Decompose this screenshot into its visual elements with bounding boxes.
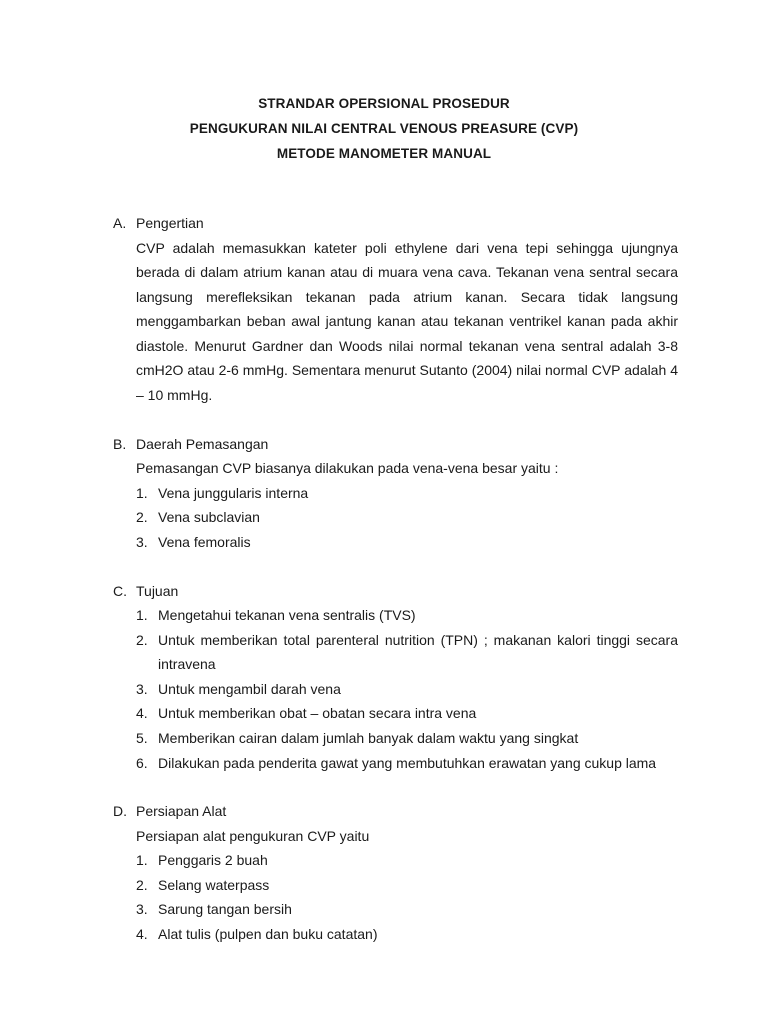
list-item bbox=[136, 481, 678, 506]
section-daerah-pemasangan bbox=[113, 432, 678, 555]
list-text: Mengetahui tekanan vena sentralis (TVS) bbox=[158, 607, 416, 624]
list-text: Dilakukan pada penderita gawat yang membutuhkan erawatan yang cukup lama bbox=[158, 754, 657, 771]
list-item bbox=[136, 873, 678, 898]
list-number: 1. bbox=[136, 484, 148, 501]
list-text: Penggaris 2 buah bbox=[158, 852, 268, 869]
list-text: Untuk memberikan total parenteral nutrition (TPN) ; makanan kalori tinggi secara intravena bbox=[158, 631, 678, 673]
list-text: Untuk mengambil darah vena bbox=[158, 680, 341, 697]
list-item bbox=[136, 897, 678, 922]
list-item bbox=[136, 701, 678, 726]
list-number: 1. bbox=[136, 607, 148, 624]
list-item bbox=[136, 751, 678, 776]
list-item bbox=[136, 726, 678, 751]
section-title: Daerah Pemasangan bbox=[136, 435, 269, 452]
list-item bbox=[136, 530, 678, 555]
section-title: Tujuan bbox=[136, 582, 179, 599]
section-letter: A. bbox=[113, 215, 127, 231]
list-number: 6. bbox=[136, 754, 148, 771]
section-heading bbox=[113, 579, 678, 604]
list-text: Vena junggularis interna bbox=[158, 484, 309, 501]
section-letter: B. bbox=[113, 435, 127, 452]
section-persiapan-alat bbox=[113, 799, 678, 946]
section-heading bbox=[113, 799, 678, 824]
section-letter: D. bbox=[113, 803, 127, 820]
list-number: 4. bbox=[136, 926, 148, 943]
section-title: Pengertian bbox=[136, 215, 204, 231]
title-line-3: METODE MANOMETER MANUAL bbox=[276, 146, 492, 161]
list-number: 4. bbox=[136, 705, 148, 722]
section-intro: Persiapan alat pengukuran CVP yaitu bbox=[136, 827, 370, 844]
numbered-list bbox=[136, 481, 678, 555]
document-header bbox=[0, 91, 768, 166]
list-item bbox=[136, 848, 678, 873]
list-text: Untuk memberikan obat – obatan secara intra vena bbox=[158, 705, 477, 722]
numbered-list bbox=[136, 603, 678, 775]
list-number: 5. bbox=[136, 730, 148, 746]
section-heading bbox=[113, 432, 678, 457]
list-number: 2. bbox=[136, 631, 148, 648]
section-letter: C. bbox=[113, 582, 127, 599]
section-paragraph: CVP adalah memasukkan kateter poli ethylene dari vena tepi sehingga ujungnya berada di dalam atrium kanan atau di muara vena cava. Tekanan vena sentral secara langsung merefleksikan tekanan pada atrium kanan. Secara tidak langsung menggambarkan beban awal jantung kanan atau tekanan ventrikel kanan pada akhir diastole. Menurut Gardner dan Woods nilai normal tekanan vena sentral adalah 3-8 cmH2O atau 2-6 mmHg. Sementara menurut Sutanto (2004) nilai normal CVP adalah 4 – 10 mmHg. bbox=[136, 239, 678, 404]
list-number: 3. bbox=[136, 680, 148, 697]
list-text: Vena subclavian bbox=[158, 509, 260, 526]
section-heading bbox=[113, 211, 678, 236]
list-text: Selang waterpass bbox=[158, 876, 270, 893]
section-title: Persiapan Alat bbox=[136, 803, 227, 820]
list-item bbox=[136, 677, 678, 702]
title-line-1: STRANDAR OPERSIONAL PROSEDUR bbox=[258, 96, 510, 111]
list-text: Vena femoralis bbox=[158, 533, 251, 550]
list-text: Sarung tangan bersih bbox=[158, 901, 292, 918]
section-tujuan bbox=[113, 579, 678, 776]
list-number: 2. bbox=[136, 509, 148, 526]
list-item bbox=[136, 603, 678, 628]
list-number: 3. bbox=[136, 901, 148, 918]
section-pengertian bbox=[113, 211, 678, 408]
list-number: 3. bbox=[136, 533, 148, 550]
document-body bbox=[113, 211, 678, 971]
list-item bbox=[136, 505, 678, 530]
list-item bbox=[136, 922, 678, 947]
list-text: Memberikan cairan dalam jumlah banyak dalam waktu yang singkat bbox=[158, 730, 579, 746]
list-text: Alat tulis (pulpen dan buku catatan) bbox=[158, 926, 378, 943]
numbered-list bbox=[136, 848, 678, 946]
list-number: 1. bbox=[136, 852, 148, 869]
list-number: 2. bbox=[136, 876, 148, 893]
title-line-2: PENGUKURAN NILAI CENTRAL VENOUS PREASURE (CVP) bbox=[189, 121, 579, 136]
section-intro: Pemasangan CVP biasanya dilakukan pada vena-vena besar yaitu : bbox=[136, 460, 559, 477]
list-item bbox=[136, 628, 678, 677]
